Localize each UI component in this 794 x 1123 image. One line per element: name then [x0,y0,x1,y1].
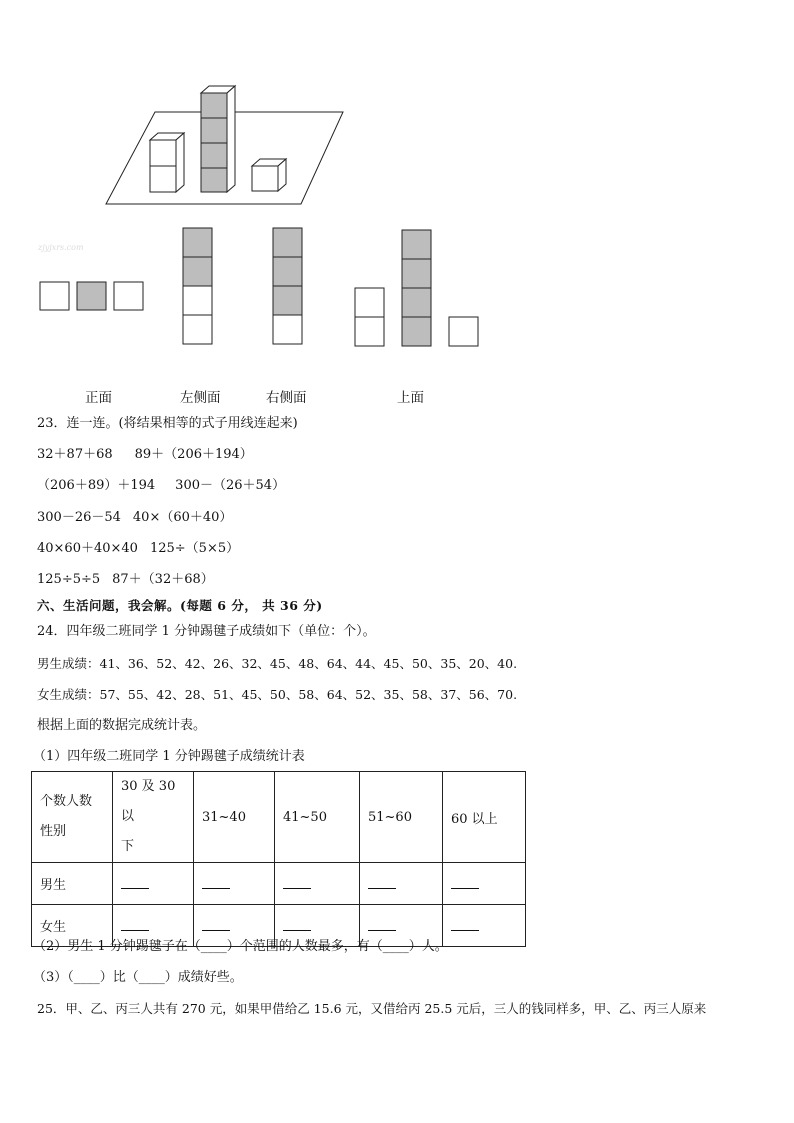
score-stat-table [31,771,526,947]
left-cube-stack [150,133,184,192]
q23-row-2 [37,477,285,495]
answer-cell[interactable] [194,863,275,905]
answer-cell[interactable] [443,905,526,947]
q23-row-2-right: 300－（26＋54） [175,478,286,493]
left-side-view [183,228,212,344]
q23-row-3-left: 300－26－54 [37,510,121,525]
watermark-text: zjyjxrs.com [38,243,84,252]
q23-row-4 [37,540,239,558]
q25-text: 25．甲、乙、丙三人共有 270 元，如果甲借给乙 15.6 元，又借给丙 25.5 元后，三人的钱同样多，甲、乙、丙三人原来 [37,1001,707,1016]
q23-row-5-left: 125÷5÷5 [37,572,101,587]
corner-bottom-label: 性别 [40,824,67,839]
answer-cell[interactable] [443,863,526,905]
top-view [355,230,478,346]
q23-row-1-left: 32＋87＋68 [37,447,113,462]
q24-part2: （2）男生 1 分钟踢毽子在（____）个范围的人数最多，有（____）人。 [33,939,448,954]
single-cube [252,159,286,191]
q24-table-title: （1）四年级二班同学 1 分钟踢毽子成绩统计表 [33,749,305,764]
q23-row-1-right: 89＋（206＋194） [134,447,253,462]
table-header-col-5: 60 以上 [443,772,526,863]
q23-row-1 [37,446,253,464]
answer-cell[interactable] [275,863,360,905]
q23-title: 23．连一连。(将结果相等的式子用线连起来) [37,416,298,431]
label-top-view: 上面 [397,390,424,406]
front-view [40,282,143,310]
answer-cell[interactable] [360,863,443,905]
q23-row-5-right: 87＋（32＋68） [112,572,214,587]
q23-row-4-left: 40×60＋40×40 [37,541,138,556]
section6-title: 六、生活问题，我会解。(每题 6 分， 共 36 分) [37,598,323,613]
q24-part3: （3）（____）比（____）成绩好些。 [33,970,243,985]
q23-row-4-right: 125÷（5×5） [149,541,240,556]
col1-line2: 下 [121,839,135,854]
q24-girls-scores: 女生成绩：57、55、42、28、51、45、50、58、64、52、35、58、37、56、70. [37,687,518,702]
q23-row-3-right: 40×（60＋40） [132,510,233,525]
table-header-col-4: 51~60 [360,772,443,863]
table-header-col-1 [113,772,194,863]
q24-intro: 24．四年级二班同学 1 分钟踢毽子成绩如下（单位：个）。 [37,624,376,639]
row-label-girls: 女生 [32,905,113,947]
label-right-side-view: 右侧面 [266,390,307,406]
table-header-col-2: 31~40 [194,772,275,863]
cube-figure [0,0,794,360]
table-corner-cell [32,772,113,863]
q23-row-5 [37,571,214,589]
col1-line1: 30 及 30 以 [121,779,176,824]
middle-cube-tower [201,86,235,192]
label-left-side-view: 左侧面 [180,390,221,406]
q24-instruction: 根据上面的数据完成统计表。 [37,718,207,733]
corner-top-label: 个数人数 [40,794,93,809]
table-row-boys [32,863,526,905]
q24-boys-scores: 男生成绩：41、36、52、42、26、32、45、48、64、44、45、50、35、20、40. [37,656,518,671]
table-header-row [32,772,526,863]
row-label-boys: 男生 [32,863,113,905]
right-side-view [273,228,302,344]
label-front-view: 正面 [85,390,112,406]
table-header-col-3: 41~50 [275,772,360,863]
q23-row-3 [37,509,232,527]
answer-cell[interactable] [113,863,194,905]
q23-row-2-left: （206＋89）＋194 [37,478,156,493]
